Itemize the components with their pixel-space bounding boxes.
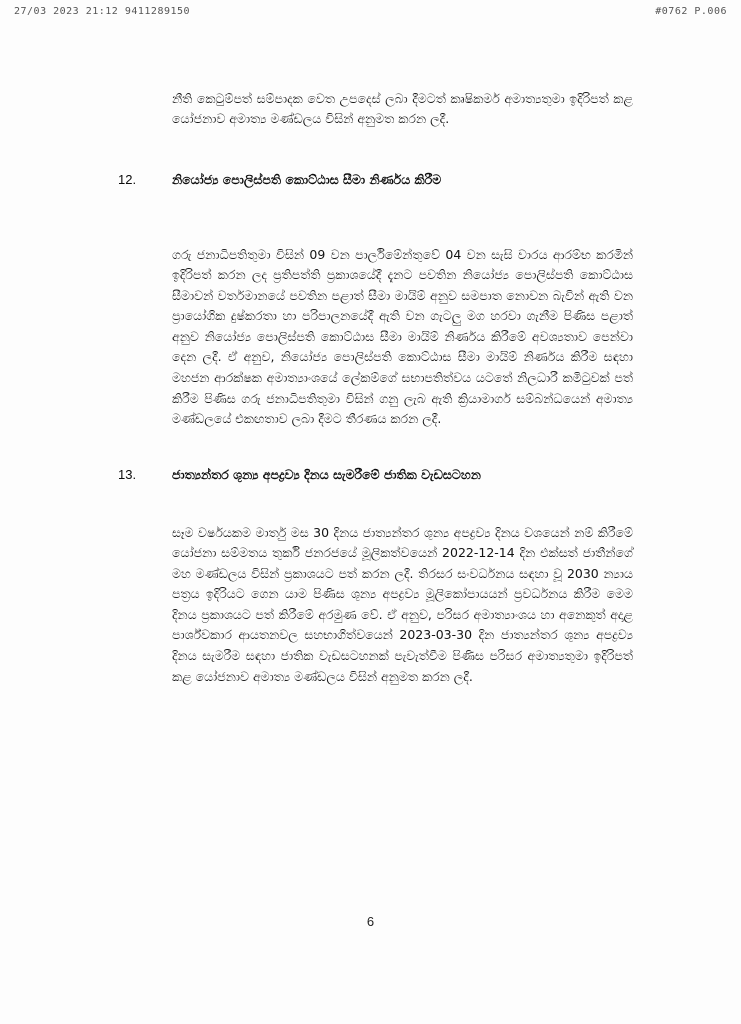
item-13-number: 13. [118,467,137,482]
item-12-title: නියෝජ්‍ය පොලිස්පති කොට්ඨාස සීමා නිර්ණය කිරීම [172,172,442,187]
fax-header-page-code: #0762 P.006 [655,6,727,17]
item-13-title: ජාත්‍යන්තර ශුන්‍ය අපද්‍රව්‍ය දිනය සැමරීමේ ජාතික වැඩසටහන [172,467,481,482]
item-13-paragraph: සෑම වර්ෂයකම මාර්තු මස 30 දිනය ජාත්‍යන්තර ශුන්‍ය අපද්‍රව්‍ය දිනය වශයෙන් නම් කිරීමේ යෝජනා සම්මතය තුර්කි ජනරජයේ මූලිකත්වයෙන් 2022-12-14 දින එක්සත් ජාතීන්ගේ මහ මණ්ඩලය විසින් ප්‍රකාශයට පත් කරන ලදී. තිරසර සංවර්ධනය සඳහා වූ 2030 න්‍යාය පත්‍රය ඉදිරියට ගෙන යාම පිණිස ශුන්‍ය අපද්‍රව්‍ය මූලිකෝපායයන් ප්‍රවර්ධනය කිරීම මෙම දිනය ප්‍රකාශයට පත් කිරීමේ අරමුණ වේ. ඒ අනුව, පරිසර අමාත්‍යාංශය හා අනෙකුත් අදාළ පාර්ශ්වකාර ආයතනවල සහභාගිත්වයෙන් 2023-03-30 දින ජාත්‍යන්තර ශුන්‍ය අපද්‍රව්‍ය දිනය සැමරීම සඳහා ජාතික වැඩසටහනක් පැවැත්වීම පිණිස පරිසර අමාත්‍යතුමා ඉදිරිපත් කළ යෝජනාව අමාත්‍ය මණ්ඩලය විසින් අනුමත කරන ලදී. [172,524,633,684]
fax-header-date-number: 27/03 2023 21:12 9411289150 [14,6,191,17]
continuation-paragraph: නීති කෙටුම්පත් සම්පාදක වෙත උපදෙස් ලබා දීමටත් කෘෂිකර්ම අමාත්‍යතුමා ඉදිරිපත් කළ යෝජනාව අමාත්‍ය මණ්ඩලය විසින් අනුමත කරන ලදී. [172,90,633,127]
item-12-number: 12. [118,172,137,187]
item-13-heading [118,467,638,487]
item-12-heading [118,172,638,192]
fax-transmission-header [14,6,727,20]
page-number: 6 [366,914,375,929]
item-12-paragraph: ගරු ජනාධිපතිතුමා විසින් 09 වන පාර්ලිමේන්තුවේ 04 වන සැසි වාරය ආරම්භ කරමින් ඉදිරිපත් කරන ලද ප්‍රතිපත්ති ප්‍රකාශයේදී දැනට පවතින නියෝජ්‍ය පොලිස්පති කොට්ඨාස සීමාවන් වර්තමානයේ පවතින පළාත් සීමා මායිම් අනුව සමපාත නොවන බැවින් ඇති වන ප්‍රායෝගික දුෂ්කරතා හා පරිපාලනයේදී ඇති වන ගැටලු මග හරවා ගැනීම පිණිස පළාත් අනුව නියෝජ්‍ය පොලිස්පති කොට්ඨාස සීමා මායිම් නිර්ණය කිරීමේ අවශ්‍යතාව පෙන්වා දෙන ලදී. ඒ අනුව, නියෝජ්‍ය පොලිස්පති කොට්ඨාස සීමා මායිම් නිර්ණය කිරීම සඳහා මහජන ආරක්ෂක අමාත්‍යාංශයේ ලේකම්ගේ සභාපතිත්වය යටතේ නිලධාරී කමිටුවක් පත් කිරීම පිණිස ගරු ජනාධිපතිතුමා විසින් ගනු ලැබ ඇති ක්‍රියාමාර්ග සම්බන්ධයෙන් අමාත්‍ය මණ්ඩලයේ එකඟතාව ලබා දීමට තීරණය කරන ලදී. [172,246,633,427]
